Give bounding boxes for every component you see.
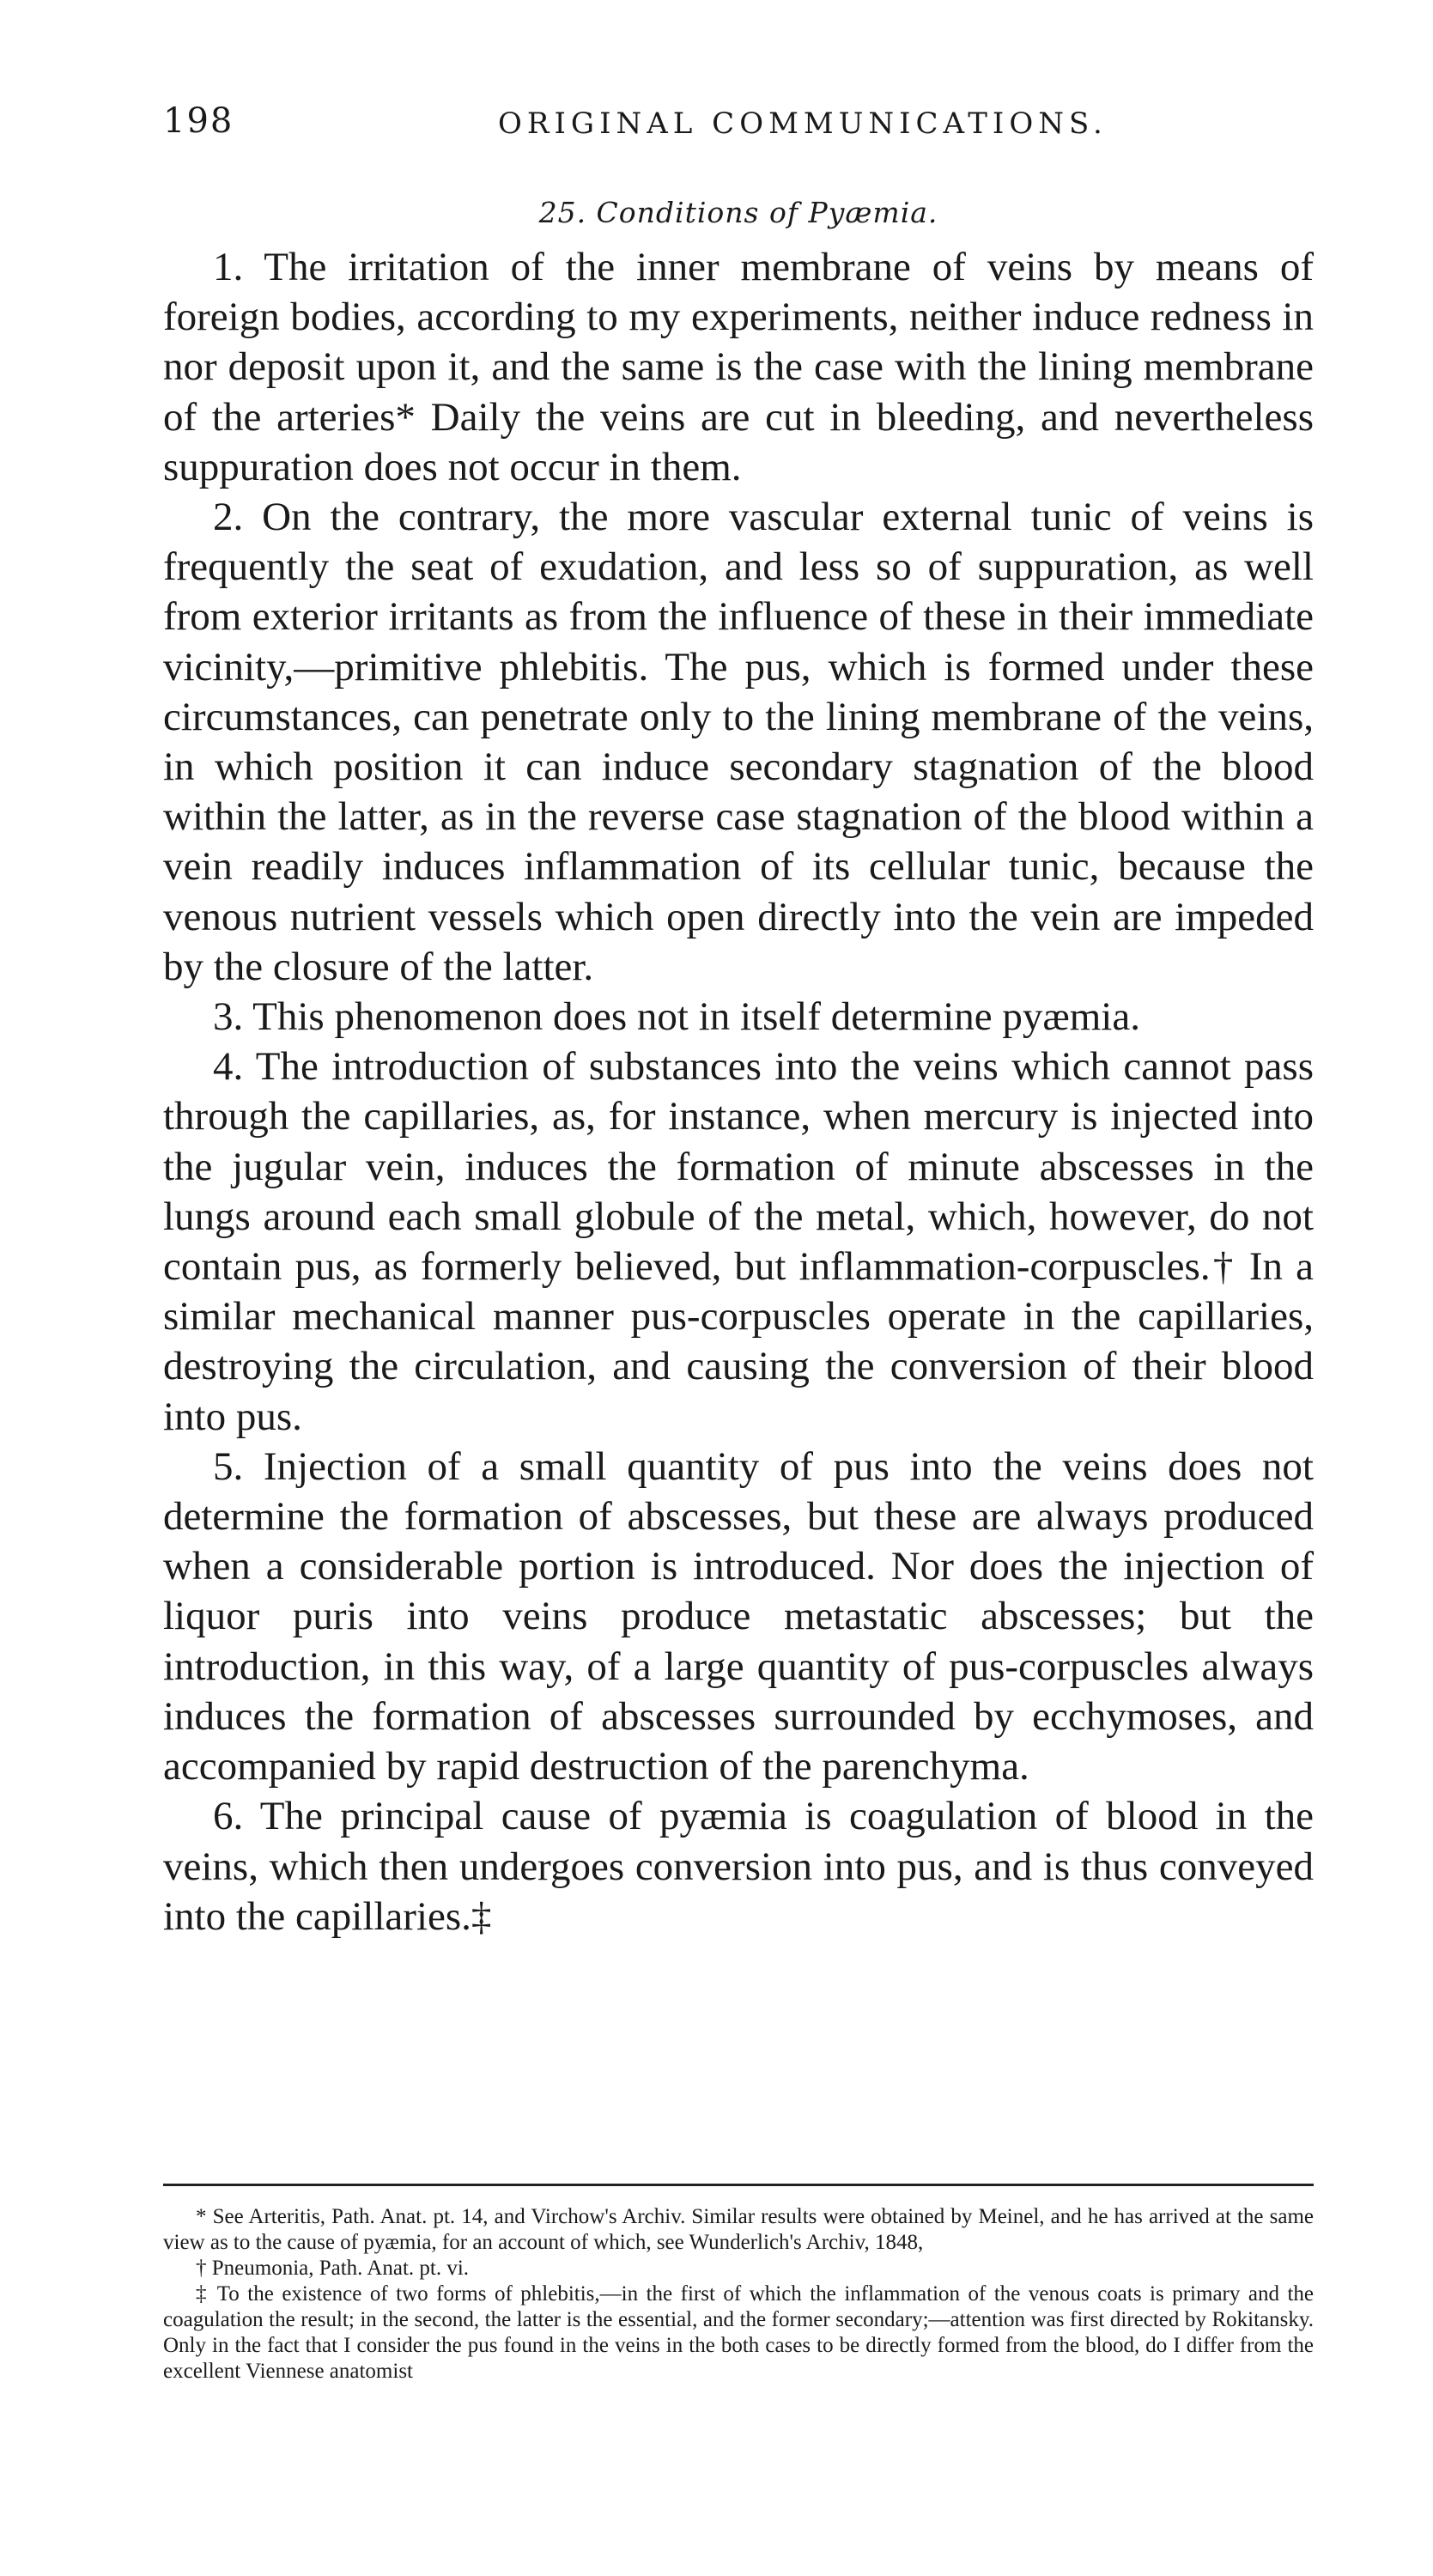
- paragraph-3: 3. This phenomenon does not in itself determine pyæmia.: [213, 994, 1140, 1040]
- footnote-divider: [163, 2184, 1314, 2186]
- paragraph-4: 4. The introduction of substances into the veins which cannot pass through the capillaries, as, for instance, when mercury is injected into the jugular vein, induces the formation of minute abscesses in the lungs around each small globule of the metal, which, however, do not contain pus, as formerly believed, but inflammation-corpuscles.† In a similar mechanical manner pus-corpuscles operate in the capillaries, destroying the circulation, and causing the conversion of their blood into pus.: [163, 1044, 1314, 1439]
- page-number: 198: [163, 101, 234, 141]
- footnote-3: ‡ To the existence of two forms of phlebitis,—in the first of which the inflammation of the venous coats is primary and the coagulation the result; in the second, the latter is the essential, and the former secondary;—attention was first directed by Rokitansky. Only in the fact that I consider the pus found in the veins in the both cases to be directly formed from the blood, do I differ from the excellent Viennese anatomist: [163, 2282, 1314, 2383]
- running-title: ORIGINAL COMMUNICATIONS.: [498, 106, 1108, 141]
- section-heading: 25. Conditions of Pyæmia.: [538, 196, 938, 229]
- paragraph-5: 5. Injection of a small quantity of pus into the veins does not determine the formation of abscesses, but these are always produced when a considerable portion is introduced. Nor does the injection of liquor puris into veins produce metastatic abscesses; but the introduction, in this way, of a large quantity of pus-corpuscles always induces the formation of abscesses surrounded by ecchymoses, and accompanied by rapid destruction of the parenchyma.: [163, 1443, 1314, 1789]
- footnote-1: * See Arteritis, Path. Anat. pt. 14, and Virchow's Archiv. Similar results were obtained by Meinel, and he has arrived at the same view as to the cause of pyæmia, for an account of which, see Wunderlich's Archiv, 1848,: [163, 2205, 1314, 2254]
- running-head: [163, 101, 1331, 153]
- footnotes: [163, 2204, 1314, 2385]
- body-text: [163, 242, 1314, 1941]
- paragraph-2: 2. On the contrary, the more vascular external tunic of veins is frequently the seat of exudation, and less so of suppuration, as well from exterior irritants as from the influence of these in their immediate vicinity,—primitive phlebitis. The pus, which is formed under these circumstances, can penetrate only to the lining membrane of the veins, in which position it can induce secondary stagnation of the blood within the latter, as in the reverse case stagnation of the blood within a vein readily induces inflammation of its cellular tunic, because the venous nutrient vessels which open directly into the vein are impeded by the closure of the latter.: [163, 495, 1314, 989]
- footnote-2: † Pneumonia, Path. Anat. pt. vi.: [196, 2257, 470, 2280]
- paragraph-1: 1. The irritation of the inner membrane of veins by means of foreign bodies, according to my experiments, neither induce redness in nor deposit upon it, and the same is the case with the lining membrane of the arteries* Daily the veins are cut in bleeding, and nevertheless suppuration does not occur in them.: [163, 245, 1314, 489]
- paragraph-6: 6. The principal cause of pyæmia is coagulation of blood in the veins, which then undergoes conversion into pus, and is thus conveyed into the capillaries.‡: [163, 1794, 1314, 1939]
